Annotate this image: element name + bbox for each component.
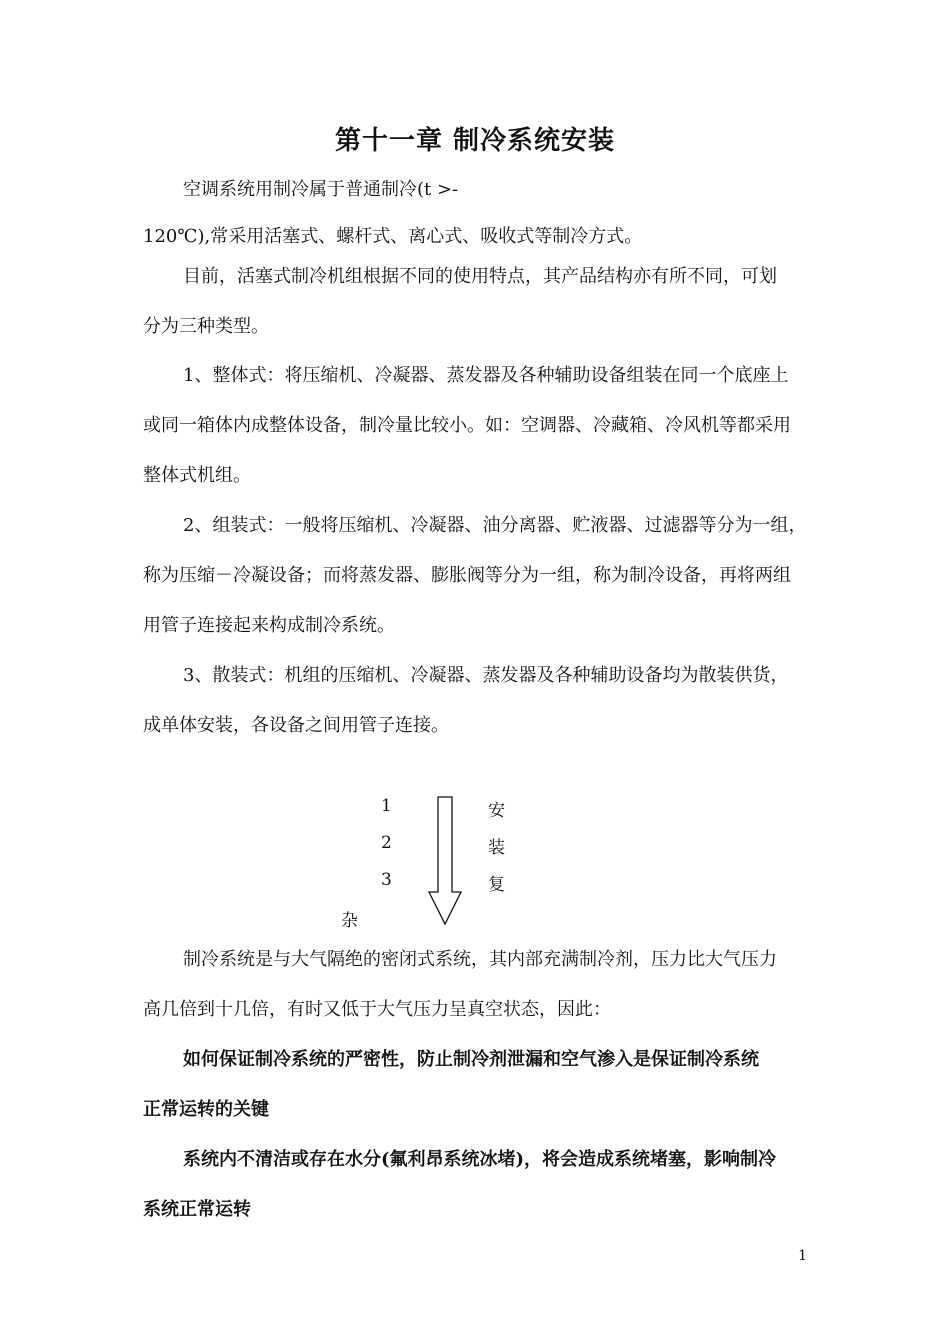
paragraph-line: 整体式机组。 — [143, 465, 251, 486]
paragraph-line: 2、组装式：一般将压缩机、冷凝器、油分离器、贮液器、过滤器等分为一组， — [183, 515, 807, 536]
bold-paragraph-line: 系统内不清洁或存在水分(氟利昂系统冰堵)，将会造成系统堵塞，影响制冷 — [183, 1149, 777, 1170]
bold-paragraph-line: 如何保证制冷系统的严密性，防止制冷剂泄漏和空气渗入是保证制冷系统 — [183, 1049, 759, 1070]
bold-paragraph-line: 正常运转的关键 — [143, 1099, 269, 1120]
paragraph-line: 120℃),常采用活塞式、螺杆式、离心式、吸收式等制冷方式。 — [143, 226, 643, 247]
paragraph-line: 或同一箱体内成整体设备，制冷量比较小。如：空调器、冷藏箱、冷风机等都采用 — [143, 415, 791, 436]
flow-number: 2 — [381, 833, 392, 853]
flow-left-char: 杂 — [341, 911, 358, 931]
down-arrow-icon — [428, 796, 462, 926]
paragraph-line: 3、散装式：机组的压缩机、冷凝器、蒸发器及各种辅助设备均为散装供货， — [183, 665, 789, 686]
paragraph-line: 用管子连接起来构成制冷系统。 — [143, 615, 395, 636]
paragraph-line: 目前，活塞式制冷机组根据不同的使用特点，其产品结构亦有所不同，可划 — [183, 266, 777, 287]
flow-right-char: 安 — [488, 801, 505, 821]
paragraph-line: 高几倍到十几倍，有时又低于大气压力呈真空状态，因此： — [143, 999, 611, 1020]
paragraph-line: 分为三种类型。 — [143, 316, 269, 337]
flow-number: 3 — [381, 870, 392, 890]
page-number: 1 — [798, 1248, 807, 1264]
bold-paragraph-line: 系统正常运转 — [143, 1199, 251, 1220]
paragraph-line: 1、整体式：将压缩机、冷凝器、蒸发器及各种辅助设备组装在同一个底座上 — [183, 365, 789, 386]
paragraph-line: 称为压缩－冷凝设备；而将蒸发器、膨胀阀等分为一组，称为制冷设备，再将两组 — [143, 565, 791, 586]
paragraph-line: 制冷系统是与大气隔绝的密闭式系统，其内部充满制冷剂，压力比大气压力 — [183, 949, 777, 970]
flow-number: 1 — [381, 796, 392, 816]
paragraph-line: 成单体安装，各设备之间用管子连接。 — [143, 715, 449, 736]
flow-right-char: 复 — [488, 875, 505, 895]
flow-right-char: 装 — [488, 838, 505, 858]
paragraph-line: 空调系统用制冷属于普通制冷(t >- — [183, 179, 459, 200]
chapter-title: 第十一章 制冷系统安装 — [334, 126, 616, 156]
